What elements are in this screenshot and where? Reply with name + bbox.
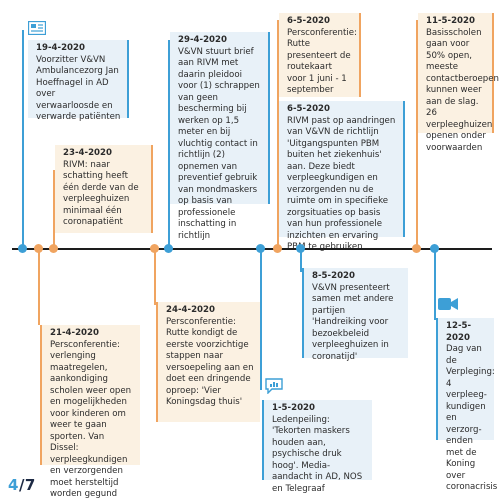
timeline-dot bbox=[273, 244, 282, 253]
event-card-8-5 bbox=[302, 268, 408, 362]
connector-11-5 bbox=[416, 20, 418, 248]
connector-23-4 bbox=[53, 170, 55, 248]
event-card-12-5 bbox=[436, 318, 498, 493]
event-text: Persconferentie: verlenging maatregelen, aankondiging scholen weer open en mogelijkheden voor kinderen om weer te gaan sporten. Van Dissel: verpleegkundigen en verzorgenden moet hersteltijd worden gegund bbox=[50, 339, 132, 500]
event-card-19-4 bbox=[28, 40, 129, 123]
event-date: 29-4-2020 bbox=[178, 35, 227, 45]
event-date: 24-4-2020 bbox=[166, 305, 215, 315]
event-card-11-5 bbox=[418, 13, 499, 153]
connector-6-5-a bbox=[277, 20, 279, 248]
newspaper-icon bbox=[28, 20, 46, 39]
event-card-23-4 bbox=[55, 145, 153, 233]
event-date: 12-5-2020 bbox=[446, 321, 472, 343]
event-date: 23-4-2020 bbox=[63, 148, 112, 158]
connector-21-4 bbox=[38, 250, 40, 325]
timeline-dot bbox=[412, 244, 421, 253]
event-text: RIVM past op aandringen van V&VN de richtlijn 'Uitgangspunten PBM buiten het ziekenhuis' aan. Deze biedt verpleegkundigen en verzorgenden nu de ruimte om in specifieke zorgsituaties op basis van hun professionele inzichten en ervaring bbox=[287, 115, 396, 241]
event-text: Dag van de Verpleging: 4 verpleeg-kundigen en verzorg-enden met de Koning over coronacrisis bbox=[446, 344, 498, 493]
event-text: RIVM: naar schatting heeft één derde van de verpleeghuizen minimaal één coronapatiënt bbox=[63, 159, 139, 228]
event-text: Voorzitter V&VN Ambulancezorg Jan Hoeffnagel in AD over verwaarloosde en verwarde patiënten bbox=[36, 54, 121, 123]
event-card-29-4 bbox=[170, 32, 270, 241]
event-date: 21-4-2020 bbox=[50, 328, 99, 338]
timeline-dot bbox=[430, 244, 439, 253]
chat-poll-icon bbox=[265, 378, 283, 398]
page-slash: / bbox=[18, 476, 25, 494]
timeline-dot bbox=[256, 244, 265, 253]
connector-24-4 bbox=[154, 250, 156, 305]
event-card-24-4 bbox=[156, 302, 260, 422]
event-text: V&VN stuurt brief aan RIVM met daarin pleidooi voor (1) schrappen van geen bescherming bij werken op 1,5 meter en bij vluchtig contact in richtlijn (2) opnemen van preventief gebruik van mondmaskers op basis van professionele inschatting in richtlijn bbox=[178, 46, 260, 241]
timeline-dot bbox=[150, 244, 159, 253]
event-card-6-5-persconferentie bbox=[279, 13, 361, 97]
connector-12-5 bbox=[434, 250, 436, 320]
event-text: Basisscholen gaan voor 50% open, meeste contactberoepen kunnen weer aan de slag. 26 verpleeghuizen openen onder voorwaarden bbox=[426, 27, 499, 153]
connector-29-4 bbox=[168, 40, 170, 248]
event-text: V&VN presenteert samen met andere partijen 'Handreiking voor bezoekbeleid verpleeghuizen in coronatijd' bbox=[312, 282, 394, 362]
connector-1-5 bbox=[260, 250, 262, 390]
event-card-1-5 bbox=[262, 400, 372, 494]
timeline-dot bbox=[164, 244, 173, 253]
event-card-6-5-rivm bbox=[279, 101, 405, 241]
timeline-dot bbox=[49, 244, 58, 253]
page-total: 7 bbox=[24, 476, 36, 494]
connector-19-4 bbox=[22, 30, 24, 248]
event-text: Ledenpeiling: 'Tekorten maskers houden aan, psychische druk hoog'. Media-aandacht in AD, NOS en Telegraaf bbox=[272, 414, 363, 494]
event-card-21-4 bbox=[40, 325, 140, 500]
event-date: 19-4-2020 bbox=[36, 43, 85, 53]
event-date: 11-5-2020 bbox=[426, 16, 475, 26]
event-text: Persconferentie: Rutte kondigt de eerste voorzichtige stappen naar versoepeling aan en doet een dringende oproep: 'Vier Koningsdag thuis' bbox=[166, 316, 254, 408]
page-current: 4 bbox=[8, 476, 19, 494]
event-date: 6-5-2020 bbox=[287, 104, 331, 114]
timeline-dot bbox=[18, 244, 27, 253]
event-date: 6-5-2020 bbox=[287, 16, 331, 26]
page-number bbox=[8, 476, 36, 494]
timeline-dot bbox=[296, 244, 305, 253]
video-camera-icon bbox=[438, 296, 458, 315]
event-date: 8-5-2020 bbox=[312, 271, 356, 281]
event-text: Persconferentie: Rutte presenteert de routekaart voor 1 juni - 1 september bbox=[287, 27, 357, 96]
timeline-dot bbox=[34, 244, 43, 253]
event-date: 1-5-2020 bbox=[272, 403, 316, 413]
